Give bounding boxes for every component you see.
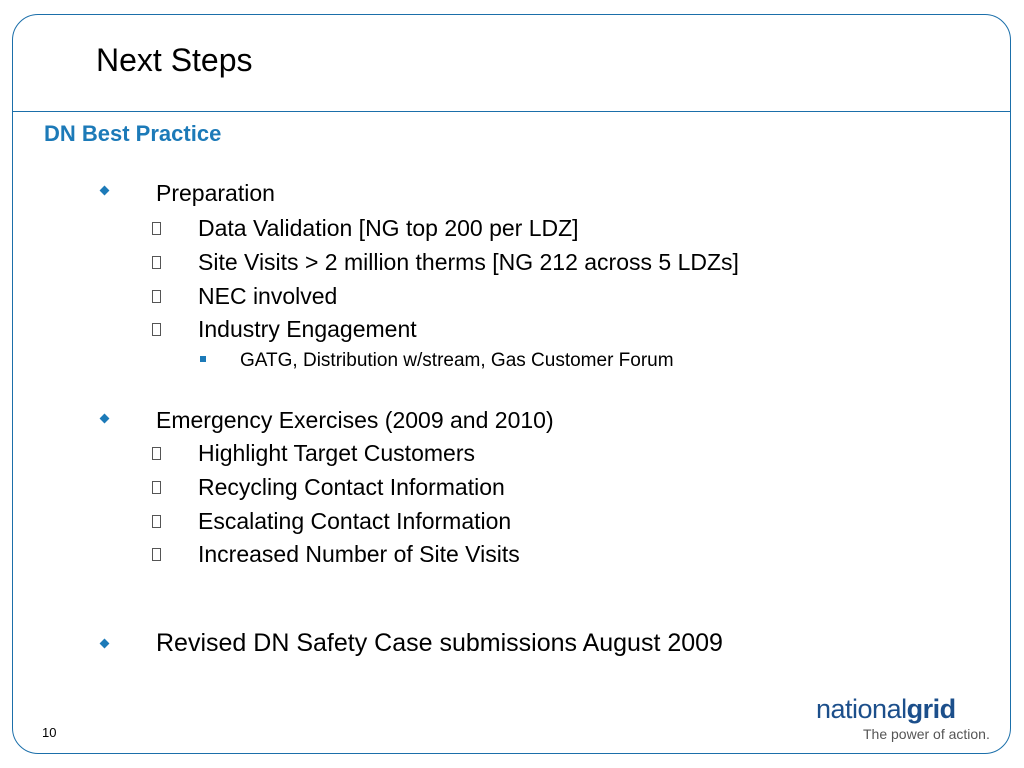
slide-title: Next Steps [96, 42, 253, 78]
bullet-emergency-exercises: Emergency Exercises (2009 and 2010) [156, 407, 554, 433]
list-item: Escalating Contact Information [198, 508, 512, 534]
list-item: NEC involved [198, 283, 338, 309]
section-subtitle: DN Best Practice [44, 121, 222, 146]
logo-word-regular: national [816, 694, 907, 724]
logo-tagline: The power of action. [863, 726, 990, 742]
box-bullet-icon [152, 548, 161, 561]
bullet-revised-safety-case: Revised DN Safety Case submissions August 2009 [156, 629, 723, 657]
list-item: Industry Engagement [198, 316, 417, 342]
list-item: Site Visits > 2 million therms [NG 212 across 5 LDZs] [198, 249, 739, 275]
square-bullet-icon [200, 356, 206, 362]
list-item: Recycling Contact Information [198, 474, 505, 500]
box-bullet-icon [152, 481, 161, 494]
list-item: Data Validation [NG top 200 per LDZ] [198, 215, 579, 241]
list-subitem: GATG, Distribution w/stream, Gas Customer Forum [240, 350, 674, 371]
box-bullet-icon [152, 256, 161, 269]
box-bullet-icon [152, 447, 161, 460]
box-bullet-icon [152, 222, 161, 235]
bullet-preparation: Preparation [156, 180, 275, 206]
title-divider [13, 111, 1010, 112]
list-item: Increased Number of Site Visits [198, 541, 520, 567]
logo-word-bold: grid [906, 694, 956, 724]
box-bullet-icon [152, 515, 161, 528]
national-grid-logo [816, 694, 996, 746]
page-number: 10 [42, 725, 57, 740]
logo-wordmark [816, 694, 956, 725]
box-bullet-icon [152, 323, 161, 336]
box-bullet-icon [152, 290, 161, 303]
list-item: Highlight Target Customers [198, 440, 475, 466]
